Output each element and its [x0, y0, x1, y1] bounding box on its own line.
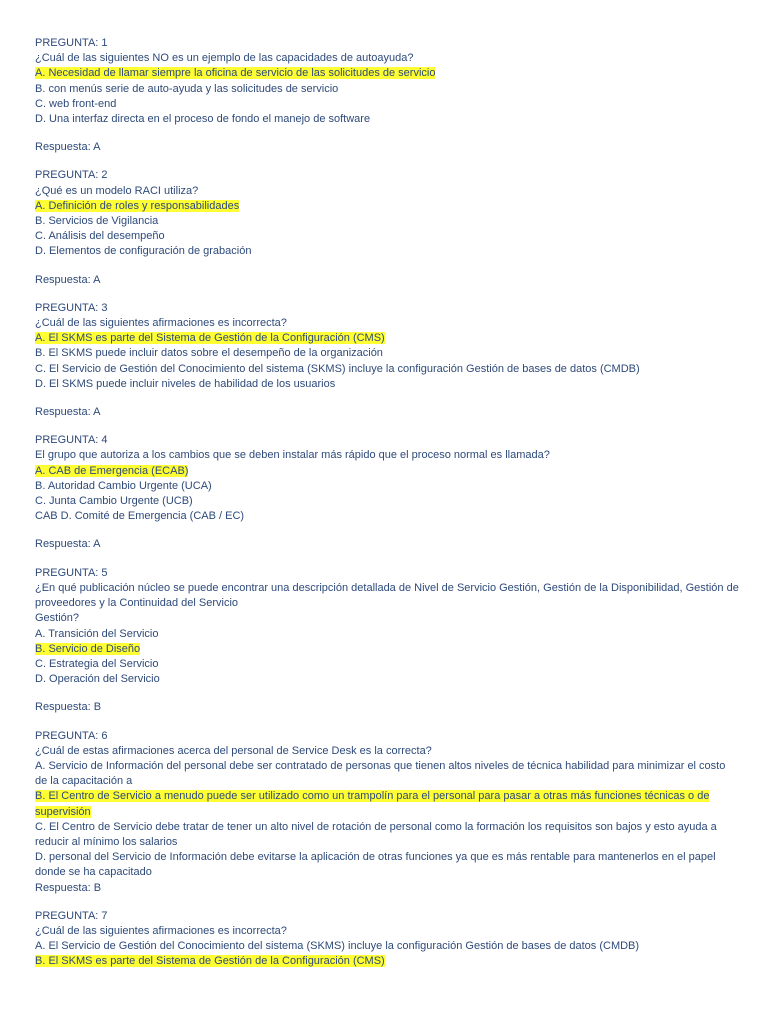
question-text: ¿Cuál de las siguientes afirmaciones es incorrecta? [35, 924, 287, 937]
option-highlighted [35, 642, 740, 657]
option-text: A. Servicio de Información del personal debe ser contratado de personas que tienen altos niveles de técnica habilidad para minimizar el costo de la capacitación a [35, 759, 726, 788]
option-text: C. Estrategia del Servicio [35, 657, 159, 670]
option-text: D. personal del Servicio de Información debe evitarse la aplicación de otras funciones ya que es más rentable para mantenerlos en el papel donde se ha capacitado [35, 851, 716, 879]
option [35, 214, 740, 229]
answer-line: Respuesta: A [35, 273, 101, 286]
option [35, 97, 740, 112]
answer-line: Respuesta: B [35, 701, 102, 714]
option [35, 362, 740, 377]
option-highlighted [35, 789, 740, 819]
question-header: PREGUNTA: 6 [35, 729, 108, 742]
option-text: D. Operación del Servicio [35, 673, 160, 686]
option-text: C. Análisis del desempeño [35, 230, 165, 243]
option [35, 377, 740, 392]
option-text: A. El SKMS es parte del Sistema de Gestión de la Configuración (CMS) [35, 332, 385, 345]
question-block [35, 168, 740, 287]
option-text: C. El Centro de Servicio debe tratar de tener un alto nivel de rotación de personal como la formación los requisitos son bajos y esto ayuda a reducir al mínimo los salarios [35, 820, 717, 848]
question-header: PREGUNTA: 1 [35, 37, 108, 49]
option-text: B. El SKMS es parte del Sistema de Gestión de la Configuración (CMS) [35, 955, 385, 968]
answer-line: Respuesta: B [35, 881, 102, 894]
question-block [35, 36, 740, 155]
option-highlighted [35, 331, 740, 346]
option [35, 229, 740, 244]
option [35, 509, 740, 524]
option [35, 479, 740, 494]
question-block [35, 433, 740, 552]
option-text: A. Necesidad de llamar siempre la oficina de servicio de las solicitudes de servicio [35, 67, 436, 80]
question-header: PREGUNTA: 3 [35, 301, 108, 314]
option-text: CAB D. Comité de Emergencia (CAB / EC) [35, 510, 245, 523]
option-highlighted [35, 954, 740, 969]
option-text: C. El Servicio de Gestión del Conocimiento del sistema (SKMS) incluye la configuración Gestión de bases de datos (CMDB) [35, 362, 640, 375]
answer-line: Respuesta: A [35, 406, 101, 419]
option [35, 244, 740, 259]
question-header: PREGUNTA: 5 [35, 566, 108, 579]
option-text: B. Servicios de Vigilancia [35, 215, 159, 228]
option-text: A. Definición de roles y responsabilidades [35, 199, 240, 212]
option-text: A. CAB de Emergencia (ECAB) [35, 464, 189, 477]
option-text: B. Autoridad Cambio Urgente (UCA) [35, 479, 212, 492]
question-header: PREGUNTA: 4 [35, 434, 108, 447]
option [35, 627, 740, 642]
question-text: ¿Cuál de las siguientes afirmaciones es incorrecta? [35, 317, 287, 330]
question-text: ¿En qué publicación núcleo se puede encontrar una descripción detallada de Nivel de Servicio Gestión, Gestión de la Disponibilidad, Gestión de proveedores y la Continuidad del Servicio [35, 581, 739, 610]
option-text: D. El SKMS puede incluir niveles de habilidad de los usuarios [35, 377, 336, 390]
option-text: C. web front-end [35, 97, 117, 110]
option [35, 494, 740, 509]
question-text: ¿Cuál de estas afirmaciones acerca del personal de Service Desk es la correcta? [35, 744, 432, 757]
option [35, 850, 740, 880]
question-block [35, 301, 740, 420]
option [35, 820, 740, 850]
option [35, 657, 740, 672]
answer-line: Respuesta: A [35, 141, 101, 154]
option-highlighted [35, 66, 740, 81]
option [35, 672, 740, 687]
option-text: D. Una interfaz directa en el proceso de fondo el manejo de software [35, 113, 371, 126]
document-body [35, 36, 740, 983]
option [35, 346, 740, 361]
option-text: A. El Servicio de Gestión del Conocimiento del sistema (SKMS) incluye la configuración Gestión de bases de datos (CMDB) [35, 940, 640, 953]
question-header: PREGUNTA: 2 [35, 169, 108, 182]
question-block [35, 909, 740, 970]
option-text: B. El Centro de Servicio a menudo puede ser utilizado como un trampolín para el personal para pasar a otras más funciones técnicas o de supervisión [35, 790, 710, 818]
question-block [35, 729, 740, 896]
option-highlighted [35, 199, 740, 214]
question-text: ¿Cuál de las siguientes NO es un ejemplo de las capacidades de autoayuda? [35, 52, 414, 65]
option-highlighted [35, 464, 740, 479]
option-text: D. Elementos de configuración de grabación [35, 245, 252, 258]
answer-line: Respuesta: A [35, 538, 101, 551]
option-text: B. El SKMS puede incluir datos sobre el desempeño de la organización [35, 347, 383, 360]
question-text: ¿Qué es un modelo RACI utiliza? [35, 184, 199, 197]
option-text: C. Junta Cambio Urgente (UCB) [35, 495, 193, 508]
option [35, 939, 740, 954]
option [35, 759, 740, 789]
question-text-continued: Gestión? [35, 612, 80, 625]
question-text: El grupo que autoriza a los cambios que se deben instalar más rápido que el proceso normal es llamada? [35, 449, 550, 462]
option-text: B. con menús serie de auto-ayuda y las solicitudes de servicio [35, 82, 339, 95]
question-block [35, 566, 740, 716]
option [35, 82, 740, 97]
option [35, 112, 740, 127]
option-text: A. Transición del Servicio [35, 627, 159, 640]
question-header: PREGUNTA: 7 [35, 909, 108, 922]
option-text: B. Servicio de Diseño [35, 642, 141, 655]
